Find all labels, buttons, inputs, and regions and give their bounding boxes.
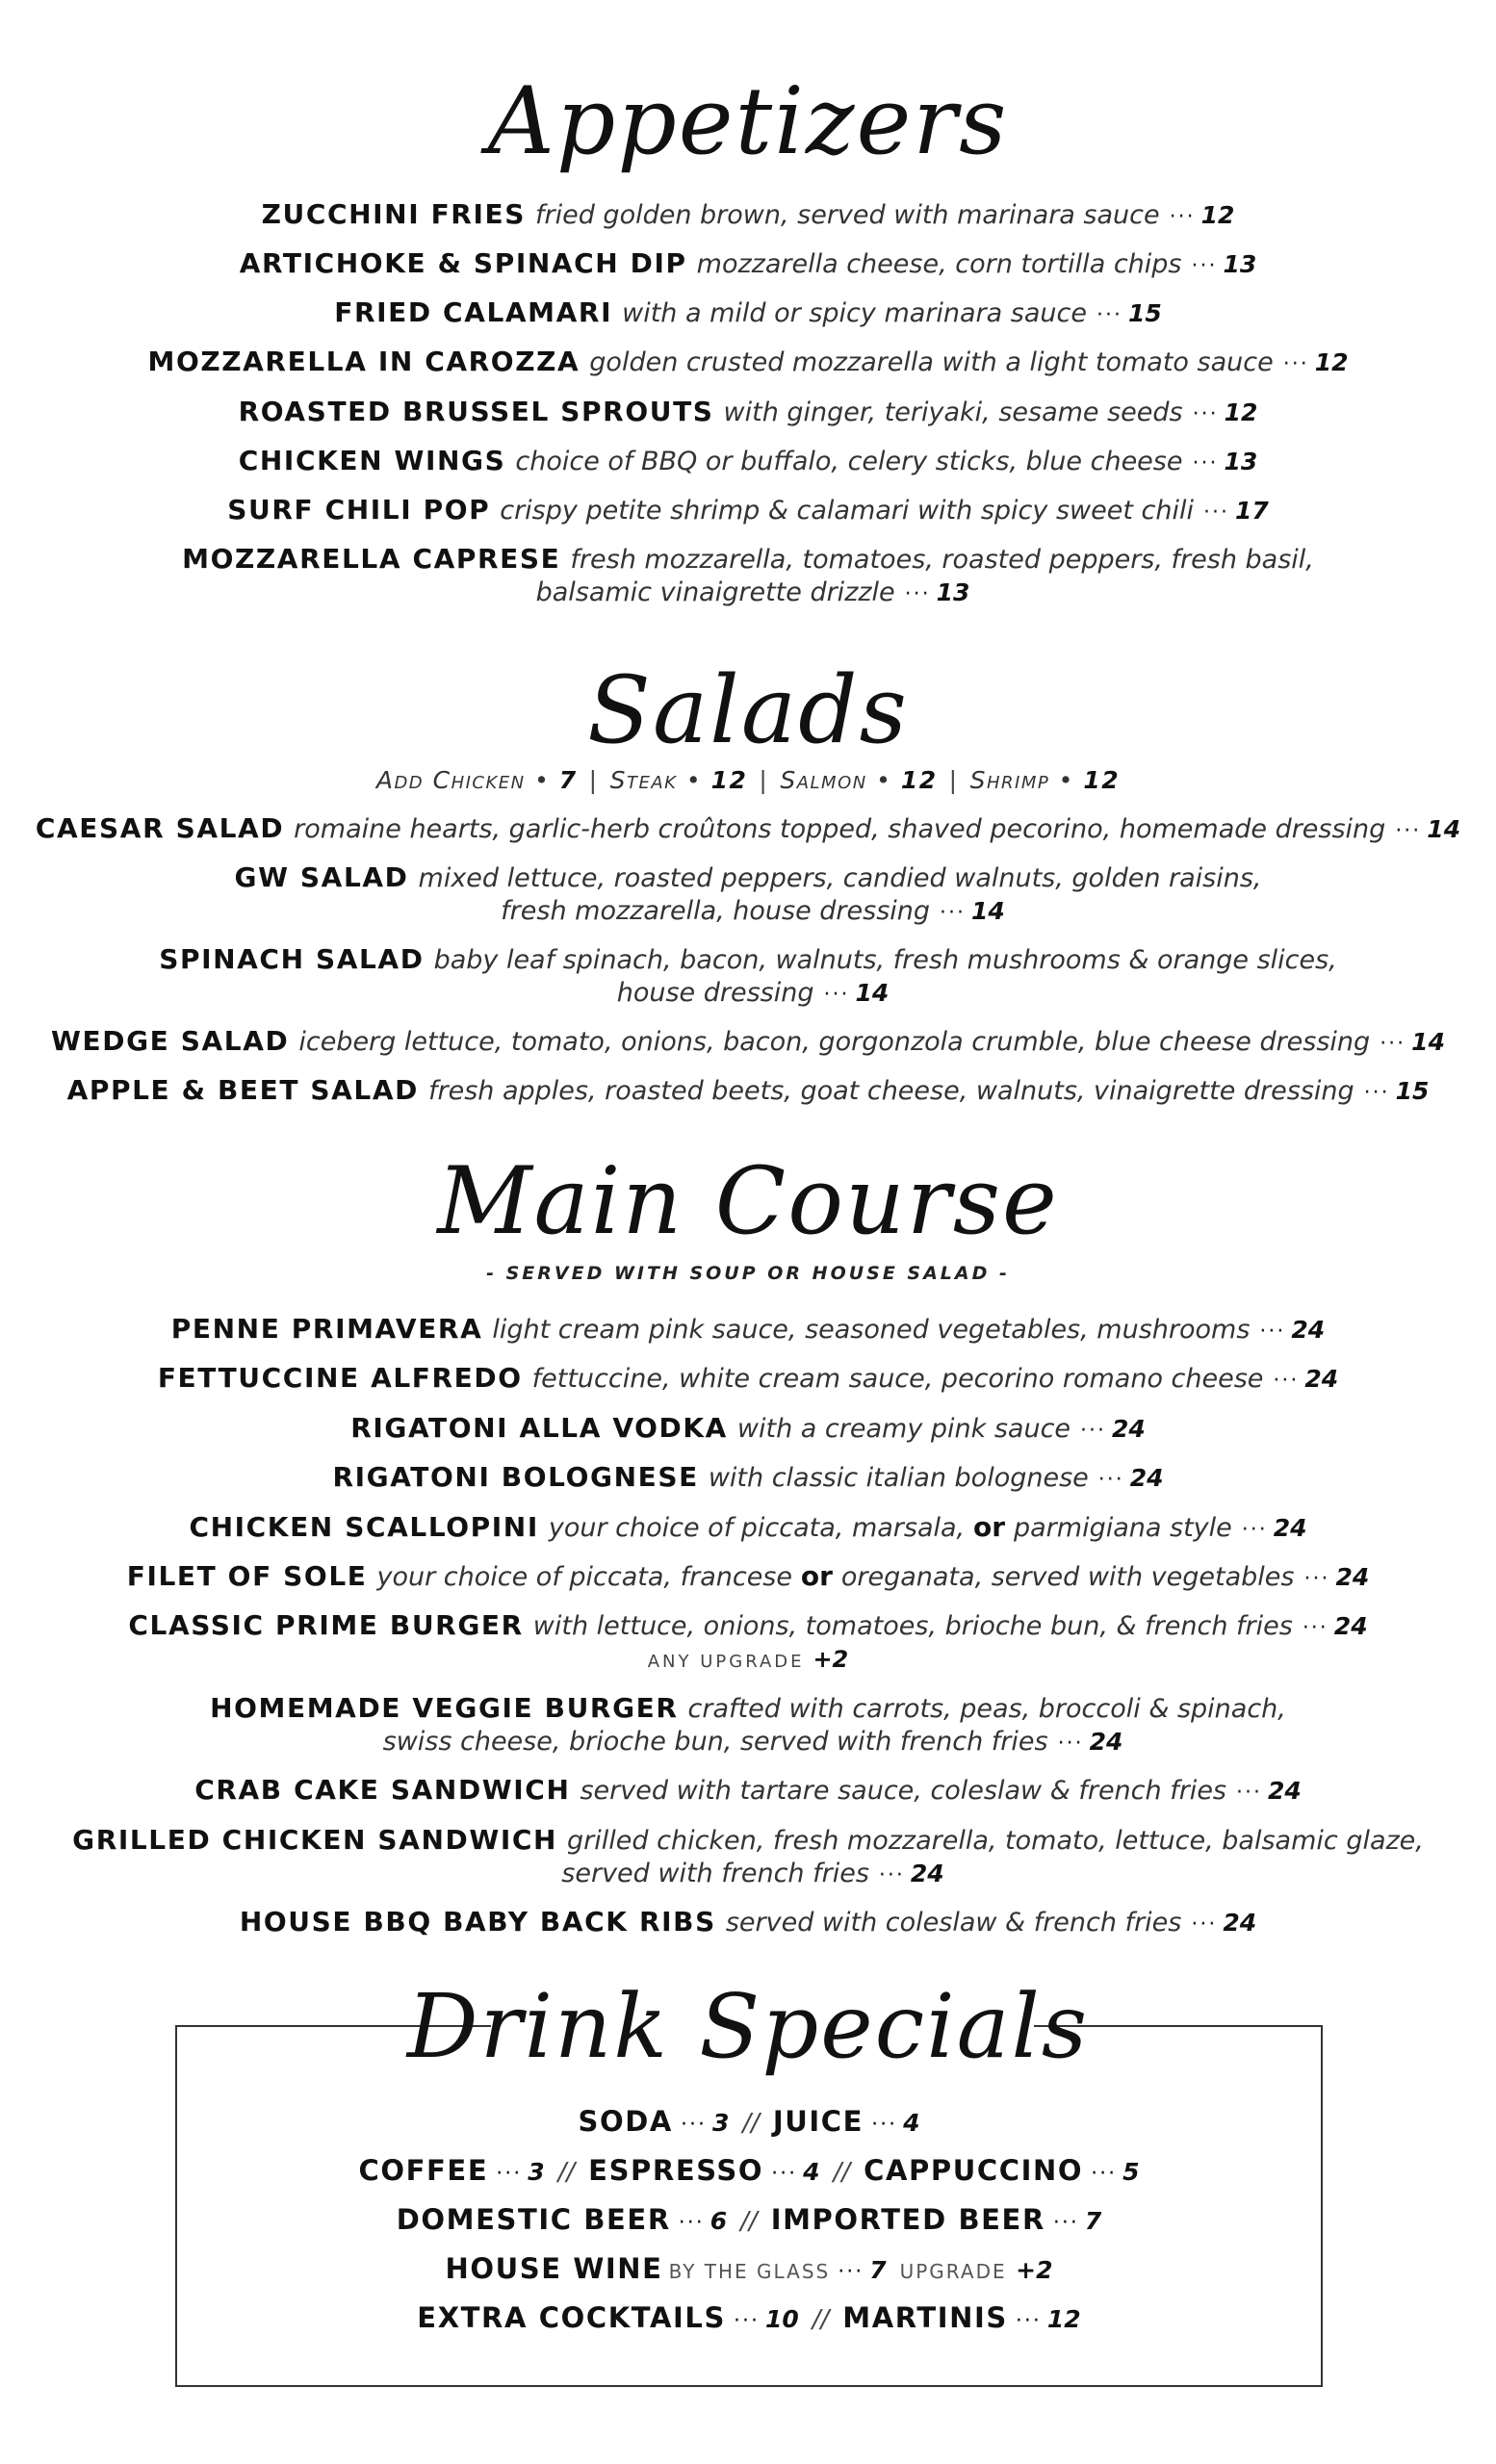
item-price: 24 [1129, 1464, 1164, 1492]
drink-name: ESPRESSO [588, 2154, 764, 2187]
price-dots: ··· [1259, 1320, 1286, 1344]
price-dots: ··· [1363, 1081, 1390, 1105]
appetizers-heading: Appetizers [487, 67, 1009, 175]
item-price: 14 [855, 979, 890, 1007]
price-dots: ··· [1380, 1032, 1406, 1056]
item-description: fresh mozzarella, tomatoes, roasted peppers, fresh basil, [570, 545, 1314, 575]
item-name: CHICKEN WINGS [238, 445, 506, 476]
item-description: your choice of piccata, marsala, [548, 1513, 966, 1543]
drink-price: 3 [711, 2109, 730, 2137]
main-course-heading: Main Course [437, 1147, 1059, 1255]
price-dots: ··· [1273, 1369, 1300, 1393]
upgrade-price: +2 [1016, 2256, 1053, 2284]
addon-label: Steak [609, 766, 678, 794]
item-price: 24 [1304, 1365, 1339, 1393]
price-dots: ··· [1236, 1781, 1262, 1805]
addon-label: Salmon [780, 766, 867, 794]
item-name: CAESAR SALAD [35, 812, 285, 844]
item-description: balsamic vinaigrette drizzle [535, 578, 895, 607]
item-price: 14 [1411, 1028, 1445, 1056]
item-name: CLASSIC PRIME BURGER [128, 1609, 524, 1641]
upgrade-price: +2 [812, 1646, 849, 1673]
item-name: ARTICHOKE & SPINACH DIP [239, 247, 687, 279]
price-dots: ··· [1191, 1912, 1218, 1937]
item-description: your choice of piccata, francese [376, 1562, 792, 1592]
menu-item [19, 1074, 1477, 1110]
item-price: 24 [1291, 1316, 1326, 1344]
item-name: APPLE & BEET SALAD [66, 1074, 419, 1106]
item-name: WEDGE SALAD [51, 1025, 290, 1057]
item-price: 13 [1224, 448, 1258, 475]
menu-item [19, 396, 1477, 431]
item-description: parmigiana style [1014, 1513, 1232, 1543]
price-dots: ··· [904, 582, 931, 606]
served-with-note: - SERVED WITH SOUP OR HOUSE SALAD - [486, 1263, 1010, 1284]
upgrade-label: ANY UPGRADE [647, 1652, 805, 1672]
item-description: served with french fries [561, 1859, 869, 1888]
item-description: crispy petite shrimp & calamari with spicy sweet chili [500, 496, 1194, 526]
item-description: swiss cheese, brioche bun, served with french fries [382, 1727, 1048, 1757]
item-description: with lettuce, onions, tomatoes, brioche bun, & french fries [532, 1611, 1293, 1641]
drink-price: 6 [709, 2207, 728, 2235]
drink-row [175, 2202, 1323, 2241]
drink-specials-heading: Drink Specials [406, 1975, 1090, 2078]
menu-item [19, 346, 1477, 381]
item-price: 24 [1223, 1909, 1257, 1937]
price-dots: ··· [1192, 451, 1219, 475]
item-name: ZUCCHINI FRIES [261, 198, 526, 230]
separator: // [557, 2158, 576, 2187]
menu-item [19, 543, 1477, 577]
menu-item [19, 1025, 1477, 1061]
price-dots: ··· [1282, 352, 1309, 376]
item-name: CHICKEN SCALLOPINI [189, 1511, 539, 1543]
drink-name: CAPPUCCINO [864, 2154, 1084, 2187]
drink-name: MARTINIS [842, 2301, 1008, 2334]
price-dots: ··· [1202, 500, 1229, 525]
item-price: 15 [1395, 1077, 1430, 1105]
item-price: 12 [1224, 398, 1258, 426]
item-description: fresh mozzarella, house dressing [501, 896, 931, 926]
item-description: fried golden brown, served with marinara sauce [534, 200, 1160, 230]
drink-row [175, 2300, 1323, 2339]
item-description: with ginger, teriyaki, sesame seeds [723, 398, 1183, 427]
item-name: FRIED CALAMARI [334, 296, 613, 328]
item-price: 13 [1223, 250, 1257, 278]
item-name: CRAB CAKE SANDWICH [194, 1774, 571, 1806]
item-name: MOZZARELLA CAPRESE [182, 543, 561, 575]
item-description: with classic italian bolognese [708, 1463, 1089, 1493]
item-description: fettuccine, white cream sauce, pecorino romano cheese [531, 1364, 1264, 1394]
menu-item [19, 1511, 1477, 1547]
price-dots: ··· [771, 2162, 798, 2186]
price-dots: ··· [1191, 254, 1218, 278]
item-price: 24 [1273, 1514, 1307, 1542]
item-description: grilled chicken, fresh mozzarella, tomato, lettuce, balsamic glaze, [567, 1826, 1424, 1856]
price-dots: ··· [1192, 402, 1219, 426]
item-name: GW SALAD [234, 861, 409, 893]
price-dots: ··· [871, 2113, 898, 2137]
price-dots: ··· [733, 2309, 760, 2333]
price-dots: ··· [496, 2162, 523, 2186]
menu-item [19, 1824, 1477, 1858]
menu-item [19, 943, 1477, 977]
item-name: HOMEMADE VEGGIE BURGER [210, 1692, 679, 1724]
item-name: SPINACH SALAD [159, 943, 425, 975]
item-name: RIGATONI BOLOGNESE [332, 1461, 699, 1493]
item-name: PENNE PRIMAVERA [170, 1313, 483, 1345]
item-description: romaine hearts, garlic-herb croûtons topped, shaved pecorino, homemade dressing [294, 814, 1386, 844]
or-word: or [800, 1560, 833, 1592]
item-name: ROASTED BRUSSEL SPROUTS [238, 396, 714, 427]
menu-item [19, 494, 1477, 529]
drink-name: DOMESTIC BEER [396, 2203, 671, 2236]
price-dots: ··· [1241, 1518, 1268, 1542]
drink-name: EXTRA COCKTAILS [417, 2301, 726, 2334]
drink-price: 4 [903, 2109, 920, 2137]
menu-item [19, 812, 1477, 848]
item-name: MOZZARELLA IN CAROZZA [147, 346, 580, 377]
menu-item [19, 1362, 1477, 1398]
price-dots: ··· [940, 901, 967, 925]
salad-addons: Add Chicken • 7 | Steak • 12 | Salmon • 12 | Shrimp • 12 [375, 766, 1121, 794]
item-price: 14 [1427, 815, 1461, 843]
drink-price: 4 [803, 2158, 820, 2186]
price-dots: ··· [1169, 205, 1196, 229]
price-dots: ··· [1303, 1567, 1330, 1591]
item-name: FETTUCCINE ALFREDO [157, 1362, 523, 1394]
menu-item-continued [19, 894, 1477, 930]
salads-heading: Salads [587, 656, 909, 764]
drink-price: 10 [764, 2305, 799, 2333]
item-name: HOUSE BBQ BABY BACK RIBS [239, 1906, 716, 1938]
separator: // [740, 2207, 758, 2236]
separator: // [833, 2158, 851, 2187]
drink-row [175, 2251, 1323, 2290]
menu-item [19, 1313, 1477, 1348]
menu-item [19, 296, 1477, 332]
item-price: 12 [1200, 201, 1235, 229]
item-description: served with tartare sauce, coleslaw & french fries [580, 1776, 1226, 1806]
price-dots: ··· [680, 2113, 707, 2137]
menu-item [19, 1560, 1477, 1596]
item-description: with a creamy pink sauce [736, 1414, 1071, 1444]
item-price: 13 [936, 578, 970, 606]
drink-name: COFFEE [358, 2154, 489, 2187]
item-description: iceberg lettuce, tomato, onions, bacon, gorgonzola crumble, blue cheese dressing [298, 1027, 1371, 1057]
price-dots: ··· [838, 2260, 864, 2284]
item-price: 24 [1089, 1728, 1123, 1756]
price-dots: ··· [1015, 2309, 1042, 2333]
menu-item [19, 1774, 1477, 1810]
menu-item [19, 861, 1477, 895]
item-name: SURF CHILI POP [227, 494, 491, 526]
addon-price: 12 [900, 766, 938, 794]
item-description: oreganata, served with vegetables [840, 1562, 1295, 1592]
menu-item [19, 1692, 1477, 1726]
menu-item-continued [19, 576, 1477, 611]
price-dots: ··· [678, 2211, 705, 2235]
menu-item-continued [19, 1725, 1477, 1760]
menu-item [19, 1461, 1477, 1497]
item-description: served with coleslaw & french fries [725, 1908, 1182, 1938]
menu-item [19, 445, 1477, 480]
drink-row [175, 2104, 1323, 2143]
addon-price: 12 [1083, 766, 1121, 794]
item-description: golden crusted mozzarella with a light tomato sauce [589, 347, 1274, 377]
item-description: fresh apples, roasted beets, goat cheese, walnuts, vinaigrette dressing [428, 1076, 1354, 1106]
item-price: 17 [1234, 497, 1269, 525]
item-price: 12 [1314, 348, 1349, 376]
item-description: light cream pink sauce, seasoned vegetables, mushrooms [492, 1315, 1251, 1345]
drink-price: 7 [1084, 2207, 1102, 2235]
price-dots: ··· [1097, 1468, 1124, 1492]
price-dots: ··· [1057, 1732, 1084, 1756]
separator: // [742, 2109, 760, 2138]
drink-name: IMPORTED BEER [770, 2203, 1045, 2236]
item-price: 15 [1127, 299, 1162, 327]
item-name: GRILLED CHICKEN SANDWICH [72, 1824, 558, 1856]
or-word: or [973, 1511, 1006, 1543]
drink-price: 3 [528, 2158, 545, 2186]
menu-item [19, 247, 1477, 283]
price-dots: ··· [1096, 303, 1122, 327]
separator: // [812, 2305, 830, 2334]
addon-label: Shrimp [969, 766, 1050, 794]
price-dots: ··· [1052, 2211, 1079, 2235]
drink-price: 7 [869, 2256, 887, 2284]
burger-upgrade [19, 1642, 1477, 1679]
drink-price: 12 [1046, 2305, 1081, 2333]
item-price: 24 [1333, 1612, 1368, 1640]
price-dots: ··· [878, 1863, 905, 1887]
item-description: baby leaf spinach, bacon, walnuts, fresh mushrooms & orange slices, [433, 945, 1337, 975]
drink-name: JUICE [772, 2105, 864, 2138]
menu-item [19, 1412, 1477, 1448]
drink-name: HOUSE WINE [445, 2252, 663, 2285]
menu-item [19, 1609, 1477, 1645]
item-price: 24 [1335, 1563, 1370, 1591]
item-description: crafted with carrots, peas, broccoli & spinach, [687, 1694, 1286, 1724]
drink-note: BY THE GLASS [668, 2260, 831, 2283]
price-dots: ··· [1395, 819, 1422, 843]
item-price: 14 [971, 897, 1005, 925]
addon-price: 7 [558, 766, 578, 794]
menu-item-continued [19, 976, 1477, 1012]
drink-price: 5 [1122, 2158, 1140, 2186]
item-name: FILET OF SOLE [126, 1560, 368, 1592]
item-price: 24 [910, 1860, 944, 1887]
drink-row [175, 2153, 1323, 2192]
price-dots: ··· [1080, 1419, 1107, 1443]
item-price: 24 [1267, 1777, 1302, 1805]
price-dots: ··· [1091, 2162, 1118, 2186]
menu-item-continued [19, 1857, 1477, 1892]
addon-label: Add Chicken [375, 766, 526, 794]
item-description: mozzarella cheese, corn tortilla chips [696, 249, 1182, 279]
item-description: choice of BBQ or buffalo, celery sticks, blue cheese [515, 447, 1183, 476]
menu-item [19, 1906, 1477, 1941]
price-dots: ··· [823, 983, 850, 1007]
item-description: house dressing [616, 978, 814, 1008]
drink-name: SODA [578, 2105, 673, 2138]
menu-item [19, 198, 1477, 234]
item-name: RIGATONI ALLA VODKA [350, 1412, 728, 1444]
item-description: with a mild or spicy marinara sauce [622, 298, 1087, 328]
item-description: mixed lettuce, roasted peppers, candied walnuts, golden raisins, [418, 863, 1262, 893]
price-dots: ··· [1302, 1616, 1328, 1640]
item-price: 24 [1112, 1415, 1146, 1443]
upgrade-label: UPGRADE [899, 2260, 1007, 2283]
addon-price: 12 [710, 766, 748, 794]
